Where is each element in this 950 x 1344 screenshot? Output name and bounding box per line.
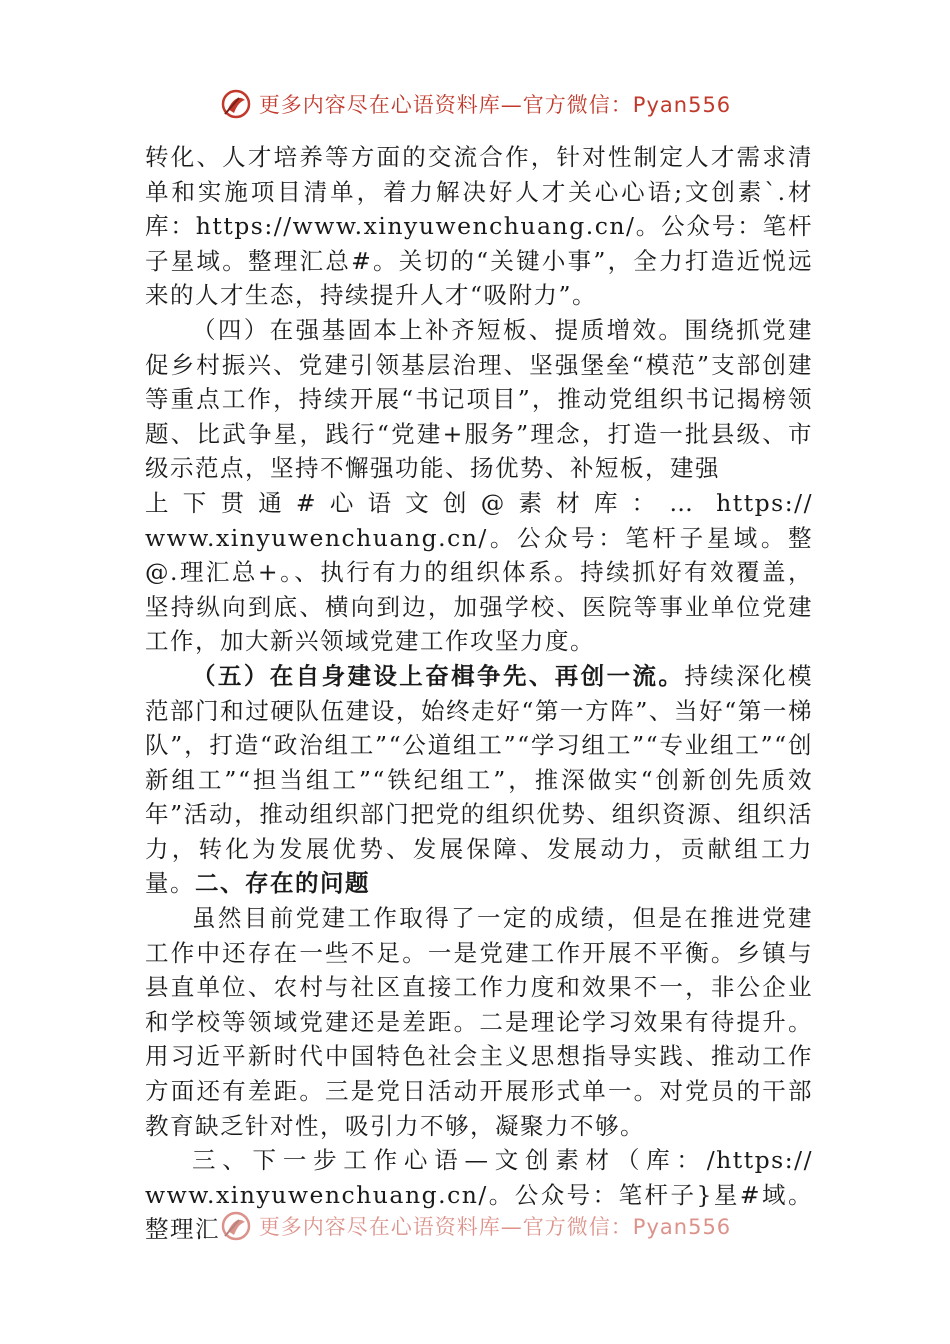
paragraph-section-four: （四）在强基固本上补齐短板、提质增效。围绕抓党建促乡村振兴、党建引领基层治理、坚强堡垒“模范”支部创建等重点工作，持续开展“书记项目”，推动党组织书记揭榜领题、比武争星，践行“党建+服务”理念，打造一批县级、市级示范点，坚持不懈强功能、扬优势、补短板，建强: [145, 315, 813, 483]
paragraph-section-four-cont: www.xinyuwenchuang.cn/。公众号：笔杆子星域。整@.理汇总+。、执行有力的组织体系。持续抓好有效覆盖，坚持纵向到底、横向到边，加强学校、医院等事业单位党建工作，加大新兴领域党建工作攻坚力度。: [145, 523, 813, 656]
section-five-body: 持续深化模范部门和过硬队伍建设，始终走好“第一方阵”、当好“第一梯队”，打造“政治组工”“公道组工”“学习组工”“专业组工”“创新组工”“担当组工”“铁纪组工”，推深做实“创新创先质效年”活动，推动组织部门把党的组织优势、组织资源、组织活力，转化为发展优势、发展保障、发展动力，贡献组工力量。: [145, 661, 814, 898]
paragraph-talent: 转化、人才培养等方面的交流合作，针对性制定人才需求清单和实施项目清单，着力解决好人才关心心语;文创素`.材库：https://www.xinyuwenchuang.cn/。公众号：笔杆子星域。整理汇总#。关切的“关键小事”，全力打造近悦远来的人才生态，持续提升人才“吸附力”。: [145, 143, 813, 310]
paragraph-section-five: [145, 659, 813, 901]
document-body: [145, 140, 813, 1247]
watermark-banner-top: [0, 86, 950, 122]
watermark-banner-bottom: [0, 1208, 950, 1244]
section-heading-problems: 二、存在的问题: [195, 869, 370, 898]
paragraph-section-four-link-line: 上下贯通#心语文创@素材库：… https://: [145, 488, 813, 517]
paragraph-next-steps: www.xinyuwenchuang.cn/。公众号：笔杆子}星#域。整理汇: [145, 1180, 813, 1244]
paragraph-problems: 虽然目前党建工作取得了一定的成绩，但是在推进党建工作中还存在一些不足。一是党建工作开展不平衡。乡镇与县直单位、农村与社区直接工作力度和效果不一，非公企业和学校等领域党建还是差距。二是理论学习效果有待提升。用习近平新时代中国特色社会主义思想指导实践、推动工作方面还有差距。三是党日活动开展形式单一。对党员的干部教育缺乏针对性，吸引力不够，凝聚力不够。: [145, 904, 813, 1140]
watermark-text: 更多内容尽在心语资料库—官方微信：Pyan556: [258, 1215, 732, 1239]
logo-icon: [219, 87, 253, 121]
section-five-heading: （五）在自身建设上奋楫争先、再创一流。: [192, 661, 685, 690]
logo-icon: [219, 1209, 253, 1243]
paragraph-next-steps-heading: 三、下一步工作心语—文创素材（库：/https://: [192, 1146, 813, 1175]
watermark-text: 更多内容尽在心语资料库—官方微信：Pyan556: [258, 93, 732, 117]
